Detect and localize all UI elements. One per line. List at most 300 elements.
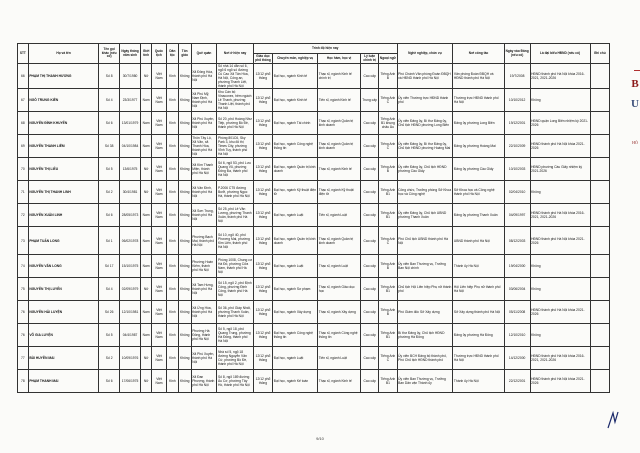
row-dob: 30/7/1980 xyxy=(119,64,140,89)
table-row xyxy=(18,255,610,278)
row-general-edu: 12/12 phổ thông xyxy=(253,301,272,324)
row-nationality: Việt Nam xyxy=(152,227,167,255)
row-ethnicity: Kinh xyxy=(167,135,179,158)
row-nationality: Việt Nam xyxy=(152,135,167,158)
row-note xyxy=(590,89,609,112)
row-alias: Số 5 xyxy=(99,158,119,181)
row-politics: Cao cấp xyxy=(361,301,379,324)
row-hometown: Xã Kim Thanh Miện, thành phố Hà Nội xyxy=(191,158,217,181)
row-note xyxy=(590,278,609,301)
row-language: Tiếng Anh C xyxy=(379,135,397,158)
row-language: Tiếng Anh B1 xyxy=(379,278,397,301)
row-degree: Thạc sĩ, ngành Luật xyxy=(318,255,361,278)
row-language: Tiếng Anh C xyxy=(379,89,397,112)
row-ethnicity: Kinh xyxy=(167,181,179,204)
row-party-date: 22/12/2001 xyxy=(504,370,530,393)
row-ethnicity: Kinh xyxy=(167,227,179,255)
table-body xyxy=(18,64,610,393)
row-politics: Cao cấp xyxy=(361,227,379,255)
row-nationality: Việt Nam xyxy=(152,278,167,301)
col-address: Nơi ở hiện nay xyxy=(217,44,253,64)
row-address: Số 10, ngõ 40, phố Phương Mai, phường Kim Liên, thành phố Hà Nội xyxy=(217,227,253,255)
row-hometown: Xã Đông Hòa, thành phố Hà Nội xyxy=(191,64,217,89)
row-general-edu: 12/12 phổ thông xyxy=(253,135,272,158)
row-language: Tiếng Anh B1 xyxy=(379,181,397,204)
row-specialty: Đại học, ngành Luật xyxy=(273,255,318,278)
row-general-edu: 12/12 phổ thông xyxy=(253,255,272,278)
row-note xyxy=(590,255,609,278)
row-stt: 77 xyxy=(18,347,29,370)
row-name: PHẠM THANH MAI xyxy=(28,370,99,393)
row-stt: 66 xyxy=(18,64,29,89)
row-alias: Số 17 xyxy=(99,255,119,278)
col-sex: Giới tính xyxy=(141,44,152,64)
row-workplace: Văn phòng Đoàn ĐBQH và HĐND thành phố Hà Nội xyxy=(453,64,504,89)
row-degree: Thạc sĩ, ngành Kinh tế chính trị xyxy=(318,64,361,89)
row-nationality: Việt Nam xyxy=(152,158,167,181)
row-religion: Không xyxy=(178,64,191,89)
row-religion: Không xyxy=(178,158,191,181)
row-alias: Số 2 xyxy=(99,347,119,370)
col-language: Ngoại ngữ xyxy=(379,54,397,64)
row-general-edu: 12/12 phổ thông xyxy=(253,278,272,301)
row-note xyxy=(590,204,609,227)
row-specialty: Đại học, ngành Kinh tế xyxy=(273,89,318,112)
row-address: Phòng 1008, Chung cư Hà Đô, phường Cửa Nam, thành phố Hà Nội xyxy=(217,255,253,278)
row-politics: Cao cấp xyxy=(361,181,379,204)
row-general-edu: 12/12 phổ thông xyxy=(253,158,272,181)
row-degree: Thạc sĩ, ngành Kỹ thuật điện tử xyxy=(318,181,361,204)
row-ethnicity: Kinh xyxy=(167,347,179,370)
row-stt: 74 xyxy=(18,255,29,278)
row-politics: Cao cấp xyxy=(361,135,379,158)
row-job: Ủy viên Ban Thường vụ, Trưởng Ban Dân vận Thành ủy xyxy=(397,370,453,393)
row-party-date: 19/12/2001 xyxy=(504,112,530,135)
row-politics: Trung cấp xyxy=(361,89,379,112)
row-religion: Không xyxy=(178,227,191,255)
col-delegate: Là đại biểu HĐND (nếu có) xyxy=(530,44,590,64)
row-delegate: HĐND thành phố Hà Nội khóa 2016-2021, 2021-2026 xyxy=(530,204,590,227)
row-job: Phó Chủ tịch UBND thành phố Hà Nội xyxy=(397,227,453,255)
row-alias: Số 5 xyxy=(99,324,119,347)
row-religion: Không xyxy=(178,278,191,301)
row-politics: Cao cấp xyxy=(361,158,379,181)
row-ethnicity: Kinh xyxy=(167,158,179,181)
row-sex: Nam xyxy=(141,255,152,278)
row-party-date: 04/09/1997 xyxy=(504,204,530,227)
row-workplace: Đảng ủy phường Thanh Xuân xyxy=(453,204,504,227)
col-general-edu: Giáo dục phổ thông xyxy=(255,53,271,62)
row-job: Ủy viên Đảng ủy, Chủ tịch UBND phường Thanh Xuân xyxy=(397,204,453,227)
row-religion: Không xyxy=(178,370,191,393)
table-row xyxy=(18,347,610,370)
row-specialty: Đại học, ngành Công nghệ thông tin xyxy=(273,324,318,347)
row-degree: Thạc sĩ, ngành Giáo dục học xyxy=(318,278,361,301)
col-dob: Ngày tháng năm sinh xyxy=(119,44,140,64)
row-alias: Số 4 xyxy=(99,89,119,112)
row-address: Số nhà 14 dẫn số 6, ngõ 6 ngõ số đường Cù Cao Xã Tân Hòa, Hà Nội, Cống an, phường Thanh Liệt, thành phố Hà Nội xyxy=(217,64,253,89)
row-ethnicity: Kinh xyxy=(167,89,179,112)
row-job: Ủy viên Ban Thường vụ, Trưởng Ban Nội chính xyxy=(397,255,453,278)
row-name: NGÔ TRUNG KIÊN xyxy=(28,89,99,112)
table-row xyxy=(18,278,610,301)
row-delegate: HĐND phường Cầu Giấy nhiệm kỳ 2021-2026 xyxy=(530,158,590,181)
row-party-date: 10/10/2003 xyxy=(504,158,530,181)
row-politics: Cao cấp xyxy=(361,112,379,135)
row-delegate: Không xyxy=(530,181,590,204)
col-nationality: Quốc tịch xyxy=(152,44,167,64)
col-politics: Lý luận chính trị xyxy=(361,54,379,64)
row-hometown: Phường Hà Đông, thành phố Hà Nội xyxy=(191,324,217,347)
row-religion: Không xyxy=(178,204,191,227)
row-party-date: 14/12/2000 xyxy=(504,347,530,370)
table-row xyxy=(18,227,610,255)
row-name: NGUYỄN VĂN LONG xyxy=(28,255,99,278)
row-language: Tiếng Anh B xyxy=(379,64,397,89)
row-nationality: Việt Nam xyxy=(152,181,167,204)
row-name: NGUYỄN THỊ THANH LINH xyxy=(28,181,99,204)
row-ethnicity: Kinh xyxy=(167,370,179,393)
row-sex: Nữ xyxy=(141,347,152,370)
table-row xyxy=(18,301,610,324)
col-alias: Tên gọi khác (nếu có) xyxy=(99,44,119,64)
row-dob: 30/4/1981 xyxy=(119,181,140,204)
row-dob: 13/01/1979 xyxy=(119,112,140,135)
row-alias: Số 6 xyxy=(99,112,119,135)
row-job: Ủy viên Đảng ủy, Chủ tịch HĐND phường Cầu Giấy xyxy=(397,158,453,181)
row-delegate: HĐND thành phố Hà Nội khóa 2021-2026 xyxy=(530,301,590,324)
col-religion: Tôn giáo xyxy=(178,44,191,64)
row-note xyxy=(590,158,609,181)
row-party-date: 08/12/2003 xyxy=(504,227,530,255)
row-note xyxy=(590,135,609,158)
row-name: VÕ GIA LUYỆN xyxy=(28,324,99,347)
row-address: Số 36, phố Giáp Nhất, phường Thanh Xuân, thành phố Hà Nội xyxy=(217,301,253,324)
row-dob: 10/09/1976 xyxy=(119,347,140,370)
row-hometown: Xã Phú Xuyên, thành phố Hà Nội xyxy=(191,347,217,370)
row-language: Tiếng Anh B1 xyxy=(379,204,397,227)
edge-letter: B xyxy=(631,78,639,90)
row-degree: Thạc sĩ, ngành Xây dựng xyxy=(318,301,361,324)
row-stt: 72 xyxy=(18,204,29,227)
row-specialty: Đại học, ngành Quản trị kinh doanh xyxy=(273,227,318,255)
row-workplace: Thành ủy Hà Nội xyxy=(453,255,504,278)
row-stt: 69 xyxy=(18,135,29,158)
row-language: Tiếng Anh B xyxy=(379,301,397,324)
row-party-date: 10/10/2012 xyxy=(504,89,530,112)
row-delegate: Không xyxy=(530,324,590,347)
row-workplace: UBND thành phố Hà Nội xyxy=(453,227,504,255)
row-name: NGUYỄN XUÂN LINH xyxy=(28,204,99,227)
row-stt: 75 xyxy=(18,278,29,301)
row-politics: Cao cấp xyxy=(361,347,379,370)
row-name: BÙI HUYỀN MAI xyxy=(28,347,99,370)
row-address: Phòng 801C6, Sky Park 3, khu đô thị Times City, phường Vĩnh Tuy, thành phố Hà Nội xyxy=(217,135,253,158)
row-alias: Số 2 xyxy=(99,181,119,204)
table-row xyxy=(18,181,610,204)
row-job: Phó Chánh Văn phòng Đoàn ĐBQH và HĐND thành phố Hà Nội xyxy=(397,64,453,89)
row-dob: 23/3/1977 xyxy=(119,89,140,112)
edge-rule xyxy=(634,70,640,71)
row-dob: 12/10/1981 xyxy=(119,301,140,324)
row-delegate: Không xyxy=(530,255,590,278)
row-sex: Nữ xyxy=(141,181,152,204)
row-address: Số 8, ngõ 189 đường Âu Cơ, phường Tây Hồ, thành phố Hà Nội xyxy=(217,370,253,393)
row-general-edu: 12/12 phổ thông xyxy=(253,227,272,255)
row-name: PHẠM THỊ THANH HƯƠNG xyxy=(28,64,99,89)
row-nationality: Việt Nam xyxy=(152,301,167,324)
row-address: Nhà số 5, ngõ 18 đường Nguyễn Văn Cừ, phường Bồ Đề, thành phố Hà Nội xyxy=(217,347,253,370)
row-language: Tiếng Anh B xyxy=(379,158,397,181)
row-stt: 73 xyxy=(18,227,29,255)
edge-letter: HÒ xyxy=(632,140,638,145)
row-stt: 78 xyxy=(18,370,29,393)
row-religion: Không xyxy=(178,347,191,370)
row-job: Ủy viên Đảng ủy, Bí thư Đảng ủy, Chủ tịch HĐND phường Long Biên xyxy=(397,112,453,135)
row-address: Số 25, phố Lê Văn Lương, phường Thanh Xuân, thành phố Hà Nội xyxy=(217,204,253,227)
row-alias: Số 1 xyxy=(99,227,119,255)
row-degree: Thạc sĩ, ngành Quản trị kinh doanh xyxy=(318,135,361,158)
row-workplace: Thành ủy Hà Nội xyxy=(453,370,504,393)
row-degree: Tiến sĩ, ngành Luật xyxy=(318,204,361,227)
row-specialty: Đại học, ngành Xây dựng xyxy=(273,301,318,324)
row-alias: Số 8 xyxy=(99,64,119,89)
row-job: Chủ tịch Hội Liên hiệp Phụ nữ thành phố xyxy=(397,278,453,301)
row-general-edu: 12/12 phổ thông xyxy=(253,64,272,89)
row-name: PHẠM TUẤN LONG xyxy=(28,227,99,255)
signature-mark xyxy=(606,410,620,430)
row-nationality: Việt Nam xyxy=(152,89,167,112)
row-ethnicity: Kinh xyxy=(167,204,179,227)
row-hometown: Phường Bạch Mai, thành phố Hà Nội xyxy=(191,227,217,255)
row-job: Công chức, Trưởng phòng Sở Khoa học và Công nghệ xyxy=(397,181,453,204)
row-delegate: HĐND thành phố Hà Nội khóa 2016-2021, 2021-2026 xyxy=(530,347,590,370)
row-note xyxy=(590,64,609,89)
row-hometown: Phường Hoàn Kiếm, thành phố Hà Nội xyxy=(191,255,217,278)
row-dob: 04/4/1987 xyxy=(119,324,140,347)
row-note xyxy=(590,347,609,370)
row-address: Số 6, ngõ 53, phố Lưu Quang Vũ, phường Đống Đa, thành phố Hà Nội xyxy=(217,158,253,181)
row-general-edu: 12/12 phổ thông xyxy=(253,204,272,227)
row-workplace: Sở Khoa học và Công nghệ thành phố Hà Nội xyxy=(453,181,504,204)
row-note xyxy=(590,324,609,347)
row-religion: Không xyxy=(178,324,191,347)
table-row xyxy=(18,158,610,181)
row-religion: Không xyxy=(178,112,191,135)
row-nationality: Việt Nam xyxy=(152,64,167,89)
row-language: Tiếng Anh B1 xyxy=(379,370,397,393)
row-ethnicity: Kinh xyxy=(167,64,179,89)
row-stt: 71 xyxy=(18,181,29,204)
row-dob: 15/10/1975 xyxy=(119,255,140,278)
row-workplace: Sở Xây dựng thành phố Hà Nội xyxy=(453,301,504,324)
table-row xyxy=(18,135,610,158)
row-alias: Số 26 xyxy=(99,301,119,324)
row-hometown: Xã Phú Xuyên, thành phố Hà Nội xyxy=(191,112,217,135)
row-specialty: Đại học, ngành Luật xyxy=(273,204,318,227)
row-religion: Không xyxy=(178,135,191,158)
row-language: Tiếng Anh C xyxy=(379,227,397,255)
row-party-date: 03/06/2004 xyxy=(504,278,530,301)
row-name: NGUYỄN THANH LIÊM xyxy=(28,135,99,158)
col-hometown: Quê quán xyxy=(191,44,217,64)
row-delegate: HĐND thành phố Hà Nội khóa 2021-2026 xyxy=(530,135,590,158)
row-dob: 02/09/1979 xyxy=(119,278,140,301)
row-job: Phó Giám đốc Sở Xây dựng xyxy=(397,301,453,324)
table-row xyxy=(18,64,610,89)
row-ethnicity: Kinh xyxy=(167,324,179,347)
row-general-edu: 12/12 phổ thông xyxy=(253,347,272,370)
row-stt: 67 xyxy=(18,89,29,112)
row-party-date: 19/7/2008 xyxy=(504,64,530,89)
row-politics: Cao cấp xyxy=(361,204,379,227)
table-row xyxy=(18,204,610,227)
row-general-edu: 12/12 phổ thông xyxy=(253,112,272,135)
row-delegate: HĐND thành phố Hà Nội khóa 2016-2021, 2021-2026 xyxy=(530,64,590,89)
row-specialty: Đại học, ngành Kinh tế xyxy=(273,64,318,89)
row-sex: Nam xyxy=(141,301,152,324)
row-hometown: Thôn Tây Lộ, Xã Văn, xã Thanh Hòa, thành phố Hà Nội xyxy=(191,135,217,158)
page-number: 9/10 xyxy=(316,436,324,441)
row-workplace: Đảng ủy phường Long Biên xyxy=(453,112,504,135)
table-row xyxy=(18,324,610,347)
col-note: Ghi chú xyxy=(590,44,609,64)
row-nationality: Việt Nam xyxy=(152,370,167,393)
row-ethnicity: Kinh xyxy=(167,301,179,324)
row-job: Ủy viên Đảng ủy, Bí thư Đảng ủy, Chủ tịch HĐND phường Hoàng Mai xyxy=(397,135,453,158)
row-sex: Nam xyxy=(141,227,152,255)
row-politics: Cao cấp xyxy=(361,64,379,89)
row-ethnicity: Kinh xyxy=(167,278,179,301)
row-hometown: Xã Phú Mỹ, Nam Định, thành phố Hà Nội xyxy=(191,89,217,112)
row-nationality: Việt Nam xyxy=(152,112,167,135)
table-header-row xyxy=(18,44,610,54)
col-stt: STT xyxy=(18,44,29,64)
row-name: NGUYỄN HẢI LUYỆN xyxy=(28,301,99,324)
row-general-edu: 12/12 phổ thông xyxy=(253,324,272,347)
row-sex: Nam xyxy=(141,135,152,158)
table-row xyxy=(18,89,610,112)
table-row xyxy=(18,112,610,135)
row-degree: Thạc sĩ, ngành Quản trị kinh doanh xyxy=(318,112,361,135)
edge-letter: U xyxy=(631,98,639,110)
row-specialty: Đại học, ngành Tài chính xyxy=(273,112,318,135)
col-party-date: Ngày vào Đảng (nếu có) xyxy=(504,44,530,64)
row-hometown: Xã Ứng Hòa, thành phố Hà Nội xyxy=(191,301,217,324)
row-sex: Nam xyxy=(141,324,152,347)
row-specialty: Đại học, ngành Sư phạm xyxy=(273,278,318,301)
table-row xyxy=(18,370,610,393)
row-address: Khu Cán bộ Vinaconex, hẻm ngách Lê Thanh, phường Thanh Liệt, thành phố Hà Nội xyxy=(217,90,252,110)
row-address: Số 5, ngõ 18, phố Quang Trung, phường Hà Đông, thành phố Hà Nội xyxy=(217,324,253,347)
row-degree: Thạc sĩ, ngành Kinh tế xyxy=(318,158,361,181)
row-delegate: Không xyxy=(530,89,590,112)
row-dob: 17/06/1975 xyxy=(119,370,140,393)
row-religion: Không xyxy=(178,181,191,204)
row-workplace: Thường trực HĐND thành phố Hà Nội xyxy=(453,89,504,112)
row-alias: Số 4 xyxy=(99,278,119,301)
row-hometown: Xã Vân Đình, thành phố Hà Nội xyxy=(191,181,217,204)
row-note xyxy=(590,301,609,324)
row-language: Tiếng Anh B xyxy=(379,255,397,278)
row-degree: Tiến sĩ, ngành Luật xyxy=(318,347,361,370)
row-politics: Cao cấp xyxy=(361,324,379,347)
row-party-date: 02/04/2010 xyxy=(504,181,530,204)
row-address: Số 15, ngõ 2, phố Định Công, phường Định Công, thành phố Hà Nội xyxy=(217,278,253,301)
row-language: Tiếng Anh B1 xyxy=(379,324,397,347)
row-specialty: Đại học, ngành Kỹ thuật điện tử xyxy=(273,181,318,204)
row-nationality: Việt Nam xyxy=(152,255,167,278)
row-politics: Cao cấp xyxy=(361,278,379,301)
col-job: Nghề nghiệp, chức vụ xyxy=(397,44,453,64)
row-workplace: Thường trực HĐND thành phố Hà Nội xyxy=(453,347,504,370)
row-politics: Cao cấp xyxy=(361,255,379,278)
row-language: Tiếng Anh C xyxy=(379,347,397,370)
row-hometown: Xã Đan Phượng, thành phố Hà Nội xyxy=(191,370,217,393)
row-alias: Số 6 xyxy=(99,204,119,227)
row-stt: 76 xyxy=(18,324,29,347)
col-specialty: Chuyên môn, nghiệp vụ xyxy=(273,54,318,64)
row-sex: Nam xyxy=(141,89,152,112)
candidate-table xyxy=(17,43,610,393)
row-sex: Nữ xyxy=(141,64,152,89)
col-workplace: Nơi công tác xyxy=(453,44,504,64)
row-note xyxy=(590,112,609,135)
row-specialty: Đại học, ngành Kế toán xyxy=(273,370,318,393)
row-job: Ủy viên Thường trực HĐND thành phố xyxy=(397,89,453,112)
row-stt: 70 xyxy=(18,158,29,181)
row-stt: 68 xyxy=(18,112,29,135)
row-hometown: Xã Tam Hưng, thành phố Hà Nội xyxy=(191,278,217,301)
row-sex: Nữ xyxy=(141,278,152,301)
row-degree: Thạc sĩ, ngành Kinh tế xyxy=(318,370,361,393)
row-job: Ủy viên BCH Đảng bộ thành phố, Phó Chủ tịch HĐND thành phố xyxy=(397,347,453,370)
col-ethnicity: Dân tộc xyxy=(167,44,179,64)
row-alias: Số 6 xyxy=(99,370,119,393)
row-note xyxy=(590,227,609,255)
row-job: Bí thư Đảng ủy, Chủ tịch HĐND phường Hà Đông xyxy=(397,324,453,347)
row-sex: Nam xyxy=(141,112,152,135)
row-delegate: HĐND quận Long Biên nhiệm kỳ 2021-2026 xyxy=(530,112,590,135)
row-workplace: Đảng ủy phường Cầu Giấy xyxy=(453,158,504,181)
row-address: Số 20, phố Hoàng Như Tiếp, phường Bồ Đề, thành phố Hà Nội xyxy=(217,112,253,135)
row-specialty: Đại học, ngành Luật xyxy=(273,347,318,370)
row-general-edu: 12/12 phổ thông xyxy=(253,370,272,393)
row-party-date: 12/10/2010 xyxy=(504,324,530,347)
row-alias: Số 38 xyxy=(99,135,119,158)
row-name: NGUYỄN ĐÌNH KHUYẾN xyxy=(28,112,99,135)
row-delegate: HĐND thành phố Hà Nội khóa 2021-2026 xyxy=(530,227,590,255)
row-language: Tiếng Anh B1 khung châu Âu xyxy=(379,112,397,135)
row-party-date: 05/11/2008 xyxy=(504,301,530,324)
row-sex: Nữ xyxy=(141,158,152,181)
row-nationality: Việt Nam xyxy=(152,324,167,347)
row-dob: 04/10/1984 xyxy=(119,135,140,158)
row-degree: Tiến sĩ, ngành Kinh tế xyxy=(318,89,361,112)
row-workplace: Hội Liên hiệp Phụ nữ thành phố Hà Nội xyxy=(453,278,504,301)
row-party-date: 22/10/2009 xyxy=(504,135,530,158)
row-sex: Nữ xyxy=(141,370,152,393)
row-religion: Không xyxy=(178,301,191,324)
row-general-edu: 12/12 phổ thông xyxy=(253,181,272,204)
row-dob: 06/02/1978 xyxy=(119,227,140,255)
row-religion: Không xyxy=(178,255,191,278)
row-address: P.2006 CT5 đường Bưởi, phường Ngọc Hà, thành phố Hà Nội xyxy=(217,181,253,204)
row-specialty: Đại học, ngành Công nghệ thông tin xyxy=(273,135,318,158)
row-dob: 28/05/1973 xyxy=(119,204,140,227)
row-hometown: Xã Sơn Trung, thành phố Hà Nội xyxy=(191,204,217,227)
row-delegate: Không xyxy=(530,278,590,301)
